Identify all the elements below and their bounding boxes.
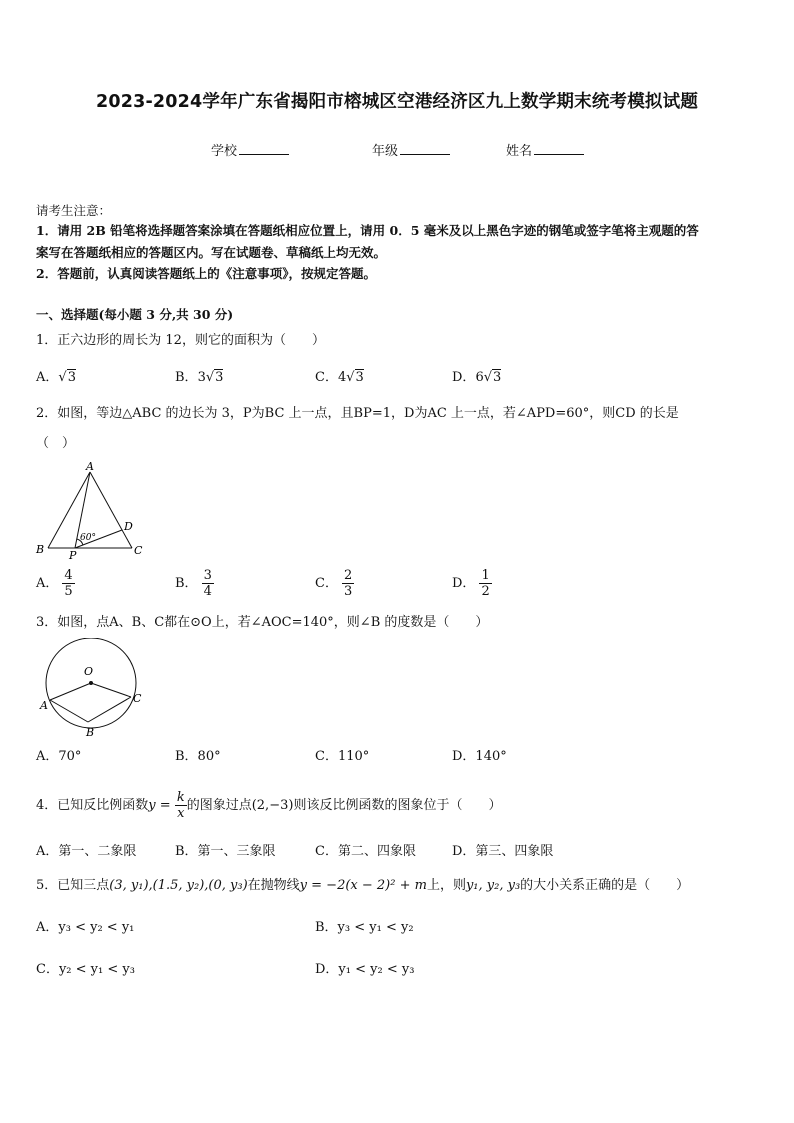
q3-stem: 3．如图，点A、B、C都在⊙O上，若∠AOC=140°，则∠B 的度数是（ ） xyxy=(36,615,489,630)
notice-line-2: 案写在答题纸相应的答题区内。写在试题卷、草稿纸上均无效。 xyxy=(36,245,387,260)
chord-bc xyxy=(88,697,131,722)
label-p: P xyxy=(69,549,77,560)
q3-option-a: A．70° xyxy=(36,749,82,764)
q5-option-c: C．y₂ < y₁ < y₃ xyxy=(36,962,135,977)
side-ac xyxy=(90,472,132,548)
q5-option-a: A．y₃ < y₂ < y₁ xyxy=(36,920,135,935)
q1-option-a: A．√3 xyxy=(36,370,76,385)
q2-triangle-figure xyxy=(34,460,149,560)
q2-option-b: B． $\frac{3}{4}$ xyxy=(175,568,212,599)
radius-oa xyxy=(50,683,91,700)
label-a: A xyxy=(86,460,94,473)
notice-line-3: 2．答题前，认真阅读答题纸上的《注意事项》，按规定答题。 xyxy=(36,266,376,281)
q5-option-d: D．y₁ < y₂ < y₃ xyxy=(315,962,415,977)
label-c: C xyxy=(134,544,143,557)
label-a: A xyxy=(40,699,48,712)
q3-option-c: C．110° xyxy=(315,749,370,764)
q3-option-d: D．140° xyxy=(452,749,507,764)
q2-option-a: A． $\frac{4}{5}$ xyxy=(36,568,73,599)
label-angle: 60° xyxy=(80,533,96,543)
q1-option-b: B．3√3 xyxy=(175,370,224,385)
q5-stem: 5．已知三点(3, y₁),(1.5, y₂),(0, y₃)在抛物线y = −2(x − 2)² + m上，则y₁, y₂, y₃的大小关系正确的是（ ） xyxy=(36,878,690,893)
q2-paren: （ ） xyxy=(36,436,76,451)
grade-label: 年级 xyxy=(372,144,399,159)
q4-option-b: B．第一、三象限 xyxy=(175,844,276,859)
q1-stem: 1．正六边形的周长为 12，则它的面积为（ ） xyxy=(36,333,325,348)
q2-stem: 2．如图，等边△ABC 的边长为 3，P为BC 上一点，且BP=1，D为AC 上一点，若∠APD=60°，则CD 的长是 xyxy=(36,406,679,421)
school-label: 学校 xyxy=(211,144,238,159)
q3-option-b: B．80° xyxy=(175,749,221,764)
name-blank xyxy=(534,142,584,155)
label-c: C xyxy=(133,692,142,705)
label-b: B xyxy=(86,726,95,739)
school-blank xyxy=(239,142,289,155)
q3-circle-figure xyxy=(36,638,146,740)
label-d: D xyxy=(124,520,133,533)
label-b: B xyxy=(36,543,45,556)
section-heading: 一、选择题(每小题 3 分,共 30 分) xyxy=(36,307,234,322)
name-label: 姓名 xyxy=(506,144,533,159)
q2-option-d: D． $\frac{1}{2}$ xyxy=(452,568,490,599)
q4-stem: 4．已知反比例函数y = $\frac{k}{x}$ 的图象过点(2,−3)则该反比例函数的图象位于（ ） xyxy=(36,790,502,821)
notice-line-1: 1．请用 2B 铅笔将选择题答案涂填在答题纸相应位置上，请用 0．5 毫米及以上黑色字迹的钢笔或签字笔将主观题的答 xyxy=(36,223,699,238)
page-title: 2023-2024学年广东省揭阳市榕城区空港经济区九上数学期末统考模拟试题 xyxy=(95,92,699,112)
q1-option-c: C．4√3 xyxy=(315,370,364,385)
q4-option-c: C．第二、四象限 xyxy=(315,844,416,859)
grade-blank xyxy=(400,142,450,155)
q5-option-b: B．y₃ < y₁ < y₂ xyxy=(315,920,414,935)
label-o: O xyxy=(84,665,94,678)
grade-field xyxy=(372,140,450,159)
center-point xyxy=(89,681,93,685)
q4-option-a: A．第一、二象限 xyxy=(36,844,137,859)
school-field xyxy=(211,140,289,159)
name-field xyxy=(506,140,584,159)
notice-heading: 请考生注意： xyxy=(36,203,112,218)
q2-option-c: C． $\frac{2}{3}$ xyxy=(315,568,353,599)
q1-option-d: D．6√3 xyxy=(452,370,502,385)
q4-option-d: D．第三、四象限 xyxy=(452,844,554,859)
radius-oc xyxy=(91,683,131,697)
